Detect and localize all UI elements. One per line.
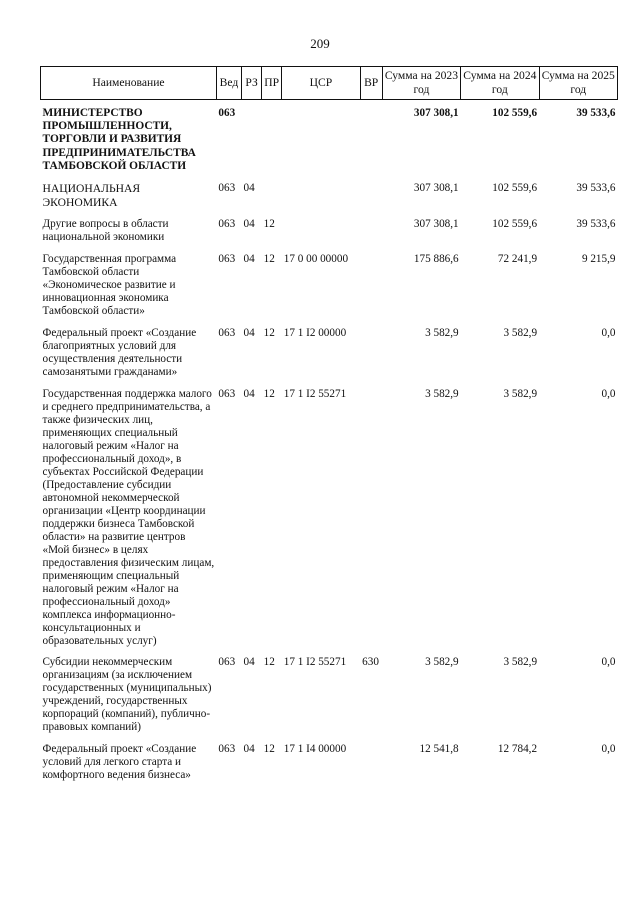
row-vr bbox=[360, 182, 382, 218]
row-rz bbox=[242, 100, 262, 183]
row-sum-2023: 175 886,6 bbox=[413, 252, 459, 265]
row-vr bbox=[360, 100, 382, 183]
row-rz: 04 bbox=[243, 217, 255, 230]
row-sum-2025: 39 533,6 bbox=[576, 182, 616, 195]
row-sum-2023: 307 308,1 bbox=[413, 217, 459, 230]
row-name: Субсидии некоммерческим организациям (за исключением государственных (муниципальных) учреждений, государственных корпораций (компаний), публично-правовых компаний) bbox=[42, 656, 212, 734]
row-vr bbox=[360, 327, 382, 388]
row-csr: 17 1 I2 55271 bbox=[283, 387, 347, 400]
row-vr bbox=[360, 743, 382, 791]
row-csr: 17 1 I4 00000 bbox=[283, 743, 347, 756]
row-ved: 063 bbox=[218, 182, 236, 195]
row-sum-2024: 102 559,6 bbox=[492, 182, 538, 195]
row-sum-2025: 39 533,6 bbox=[576, 107, 616, 119]
row-pr: 12 bbox=[263, 656, 275, 669]
row-name: Государственная поддержка малого и среднего предпринимательства, а также физических лиц, применяющих специальный налоговый режим «Налог на профессиональный доход», в субъектах Российской Федерации (Предоставление субсидии автономной некоммерческой организации «Центр координации поддержки бизнеса Тамбовской области» на развитие центров «Мой бизнес» в целях предоставления физическим лицам, применяющим специальный налоговый режим «Налог на профессиональный доход» комплекса информационно-консультационных и образовательных услуг) bbox=[42, 387, 215, 647]
row-ved: 063 bbox=[218, 743, 236, 756]
row-name: НАЦИОНАЛЬНАЯ ЭКОНОМИКА bbox=[42, 182, 141, 209]
row-vr bbox=[360, 218, 382, 253]
row-ved: 063 bbox=[218, 217, 236, 230]
column-header-name: Наименование bbox=[41, 67, 217, 100]
row-csr bbox=[282, 182, 360, 218]
row-csr: 17 0 00 00000 bbox=[283, 252, 349, 265]
row-name: Федеральный проект «Создание условий для легкого старта и комфортного ведения бизнеса» bbox=[42, 743, 197, 782]
row-sum-2025: 0,0 bbox=[601, 387, 616, 400]
row-sum-2024: 3 582,9 bbox=[503, 387, 538, 400]
table-row bbox=[41, 100, 618, 183]
row-pr: 12 bbox=[263, 326, 275, 339]
row-csr: 17 1 I2 55271 bbox=[283, 656, 347, 669]
row-sum-2024: 102 559,6 bbox=[492, 107, 538, 119]
column-header-ved: Вед bbox=[216, 67, 241, 100]
column-header-pr: ПР bbox=[262, 67, 282, 100]
table-row bbox=[41, 743, 618, 791]
row-ved: 063 bbox=[218, 326, 236, 339]
row-sum-2024: 3 582,9 bbox=[503, 326, 538, 339]
row-pr bbox=[262, 182, 282, 218]
row-sum-2023: 12 541,8 bbox=[419, 743, 459, 756]
row-vr bbox=[360, 253, 382, 327]
row-rz: 04 bbox=[243, 743, 255, 756]
column-header-sum-2024: Сумма на 2024 год bbox=[461, 67, 539, 100]
table-row bbox=[41, 388, 618, 657]
row-pr: 12 bbox=[263, 743, 275, 756]
table-row bbox=[41, 656, 618, 743]
row-ved: 063 bbox=[218, 656, 236, 669]
row-ved: 063 bbox=[218, 387, 236, 400]
table-row bbox=[41, 253, 618, 327]
column-header-sum-2025: Сумма на 2025 год bbox=[539, 67, 617, 100]
column-header-sum-2023: Сумма на 2023 год bbox=[382, 67, 460, 100]
row-vr: 630 bbox=[362, 656, 379, 669]
row-sum-2023: 3 582,9 bbox=[425, 326, 459, 339]
row-sum-2025: 0,0 bbox=[601, 656, 616, 669]
row-sum-2025: 39 533,6 bbox=[576, 217, 616, 230]
row-rz: 04 bbox=[243, 252, 255, 265]
column-header-vr: ВР bbox=[360, 67, 382, 100]
row-sum-2024: 3 582,9 bbox=[503, 656, 538, 669]
row-rz: 04 bbox=[243, 656, 255, 669]
row-name: МИНИСТЕРСТВО ПРОМЫШЛЕННОСТИ, ТОРГОВЛИ И РАЗВИТИЯ ПРЕДПРИНИМАТЕЛЬСТВА ТАМБОВСКОЙ ОБЛАСТИ bbox=[42, 107, 196, 172]
row-name: Другие вопросы в области национальной экономики bbox=[42, 217, 169, 243]
row-csr bbox=[282, 218, 360, 253]
row-pr: 12 bbox=[263, 387, 275, 400]
column-header-csr: ЦСР bbox=[282, 67, 360, 100]
row-pr bbox=[262, 100, 282, 183]
row-rz: 04 bbox=[243, 387, 255, 400]
row-sum-2024: 12 784,2 bbox=[497, 743, 538, 756]
row-rz: 04 bbox=[243, 326, 255, 339]
row-ved: 063 bbox=[218, 252, 236, 265]
row-pr: 12 bbox=[263, 217, 275, 230]
row-sum-2023: 3 582,9 bbox=[425, 656, 459, 669]
row-vr bbox=[360, 388, 382, 657]
column-header-rz: РЗ bbox=[242, 67, 262, 100]
row-name: Государственная программа Тамбовской области «Экономическое развитие и инновационная экономика Тамбовской области» bbox=[42, 252, 177, 317]
row-csr: 17 1 I2 00000 bbox=[283, 326, 347, 339]
row-sum-2025: 0,0 bbox=[601, 326, 616, 339]
row-sum-2023: 307 308,1 bbox=[413, 107, 459, 119]
table-row bbox=[41, 327, 618, 388]
table-header-row bbox=[41, 67, 618, 100]
row-sum-2024: 102 559,6 bbox=[492, 217, 538, 230]
page-number: 209 bbox=[310, 36, 330, 51]
table-row bbox=[41, 218, 618, 253]
row-sum-2024: 72 241,9 bbox=[497, 252, 538, 265]
row-sum-2025: 9 215,9 bbox=[581, 252, 616, 265]
row-name: Федеральный проект «Создание благоприятных условий для осуществления деятельности самозанятыми гражданами» bbox=[42, 326, 197, 378]
row-sum-2023: 307 308,1 bbox=[413, 182, 459, 195]
row-csr bbox=[282, 100, 360, 183]
row-pr: 12 bbox=[263, 252, 275, 265]
row-rz: 04 bbox=[243, 182, 255, 195]
row-sum-2023: 3 582,9 bbox=[425, 387, 459, 400]
row-ved: 063 bbox=[218, 107, 236, 119]
budget-table bbox=[40, 66, 618, 791]
table-row bbox=[41, 182, 618, 218]
row-sum-2025: 0,0 bbox=[601, 743, 616, 756]
